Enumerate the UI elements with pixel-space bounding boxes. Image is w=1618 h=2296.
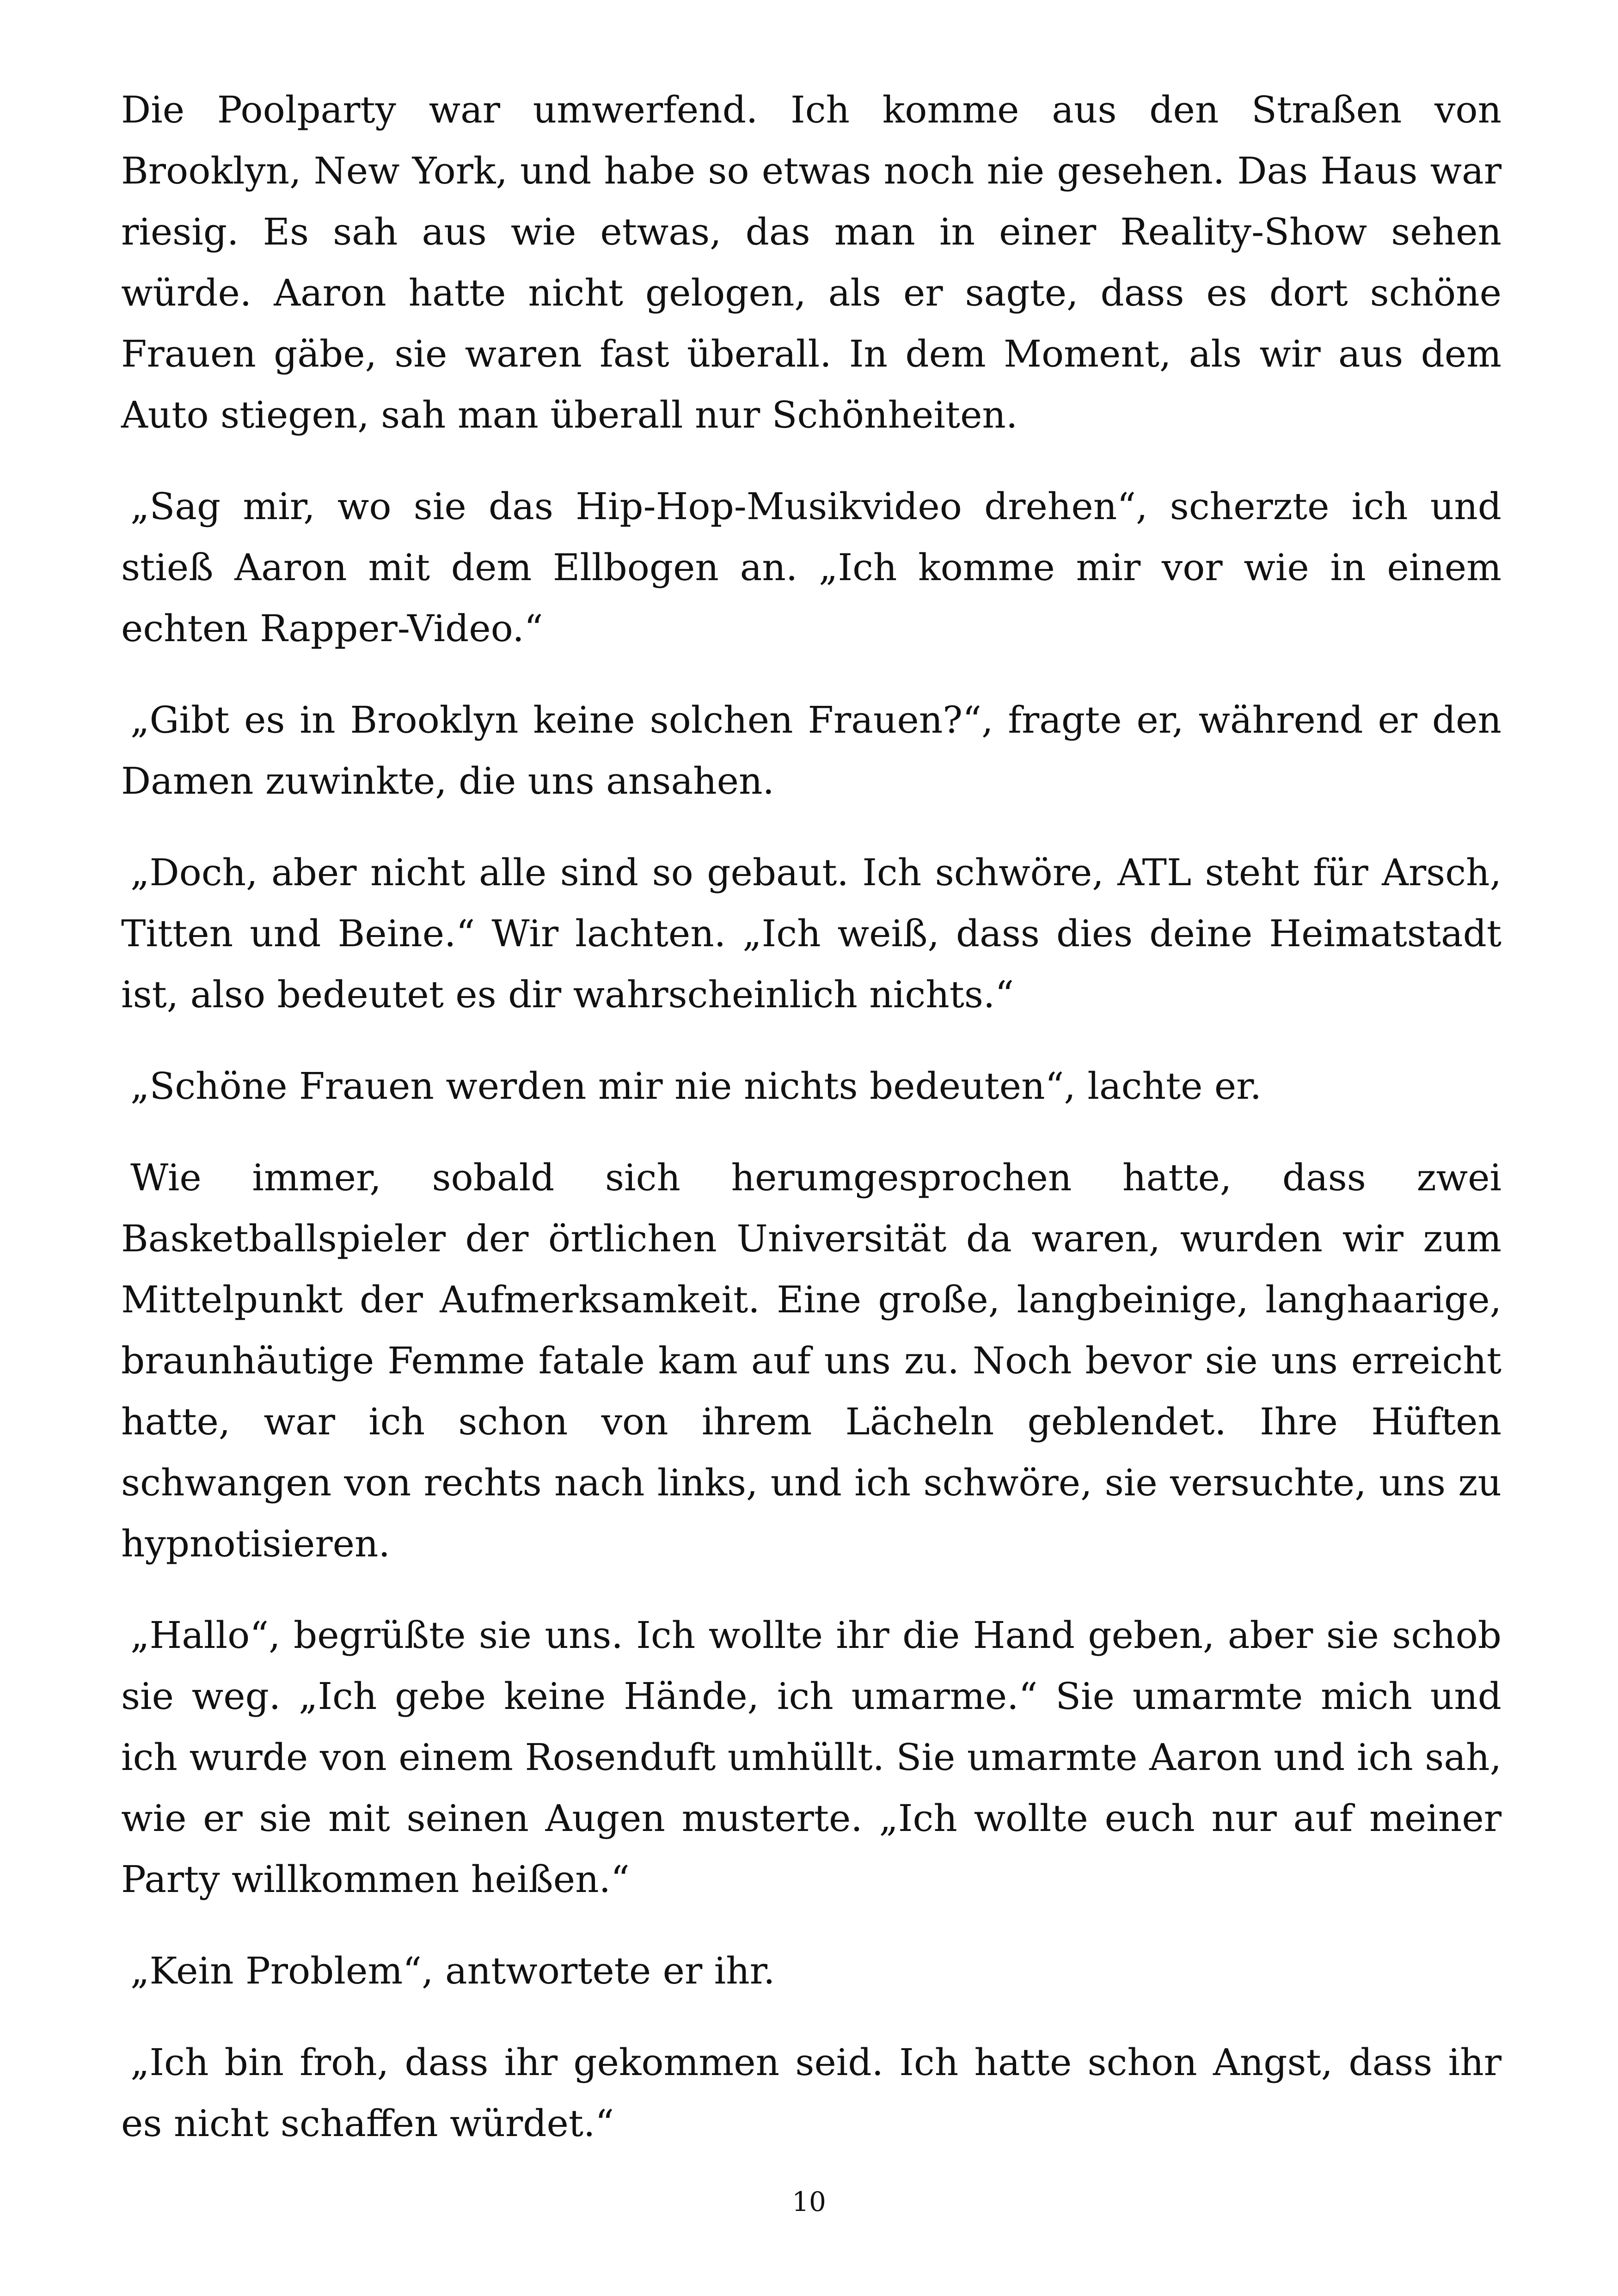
page-number: 10 [792,2186,826,2217]
paragraph: Wie immer, sobald sich herumgesprochen hatte, dass zwei Basketballspieler der örtlichen Universität da waren, wurden wir zum Mittelpunkt der Aufmerksamkeit. Eine große, langbeinige, langhaarige, braunhäutige Femme fatale kam auf uns zu. Noch bevor sie uns erreicht hatte, war ich schon von ihrem Lächeln geblendet. Ihre Hüften schwangen von rechts nach links, und ich schwöre, sie versuchte, uns zu hypnotisieren. [121,1156,1502,1565]
paragraph: Die Poolparty war umwerfend. Ich komme aus den Straßen von Brooklyn, New York, und habe so etwas noch nie gesehen. Das Haus war riesig. Es sah aus wie etwas, das man in einer Reality-Show sehen würde. Aaron hatte nicht gelogen, als er sagte, dass es dort schöne Frauen gäbe, sie waren fast überall. In dem Moment, als wir aus dem Auto stiegen, sah man überall nur Schönheiten. [121,88,1502,436]
paragraph: „Schöne Frauen werden mir nie nichts bedeuten“, lachte er. [130,1065,1262,1108]
paragraph: „Hallo“, begrüßte sie uns. Ich wollte ihr die Hand geben, aber sie schob sie weg. „Ich gebe keine Hände, ich umarme.“ Sie umarmte mich und ich wurde von einem Rosenduft umhüllt. Sie umarmte Aaron und ich sah, wie er sie mit seinen Augen musterte. „Ich wollte euch nur auf meiner Party willkommen heißen.“ [121,1614,1502,1901]
paragraph: „Gibt es in Brooklyn keine solchen Frauen?“, fragte er, während er den Damen zuwinkte, die uns ansahen. [121,698,1502,802]
paragraph: „Sag mir, wo sie das Hip-Hop-Musikvideo drehen“, scherzte ich und stieß Aaron mit dem Ellbogen an. „Ich komme mir vor wie in einem echten Rapper-Video.“ [121,485,1502,650]
paragraph: „Ich bin froh, dass ihr gekommen seid. Ich hatte schon Angst, dass ihr es nicht schaffen würdet.“ [121,2041,1502,2145]
paragraph: „Doch, aber nicht alle sind so gebaut. Ich schwöre, ATL steht für Arsch, Titten und Beine.“ Wir lachten. „Ich weiß, dass dies deine Heimatstadt ist, also bedeutet es dir wahrscheinlich nichts.“ [121,851,1502,1016]
body-text [121,80,1502,2185]
paragraph: „Kein Problem“, antwortete er ihr. [130,1949,775,1992]
